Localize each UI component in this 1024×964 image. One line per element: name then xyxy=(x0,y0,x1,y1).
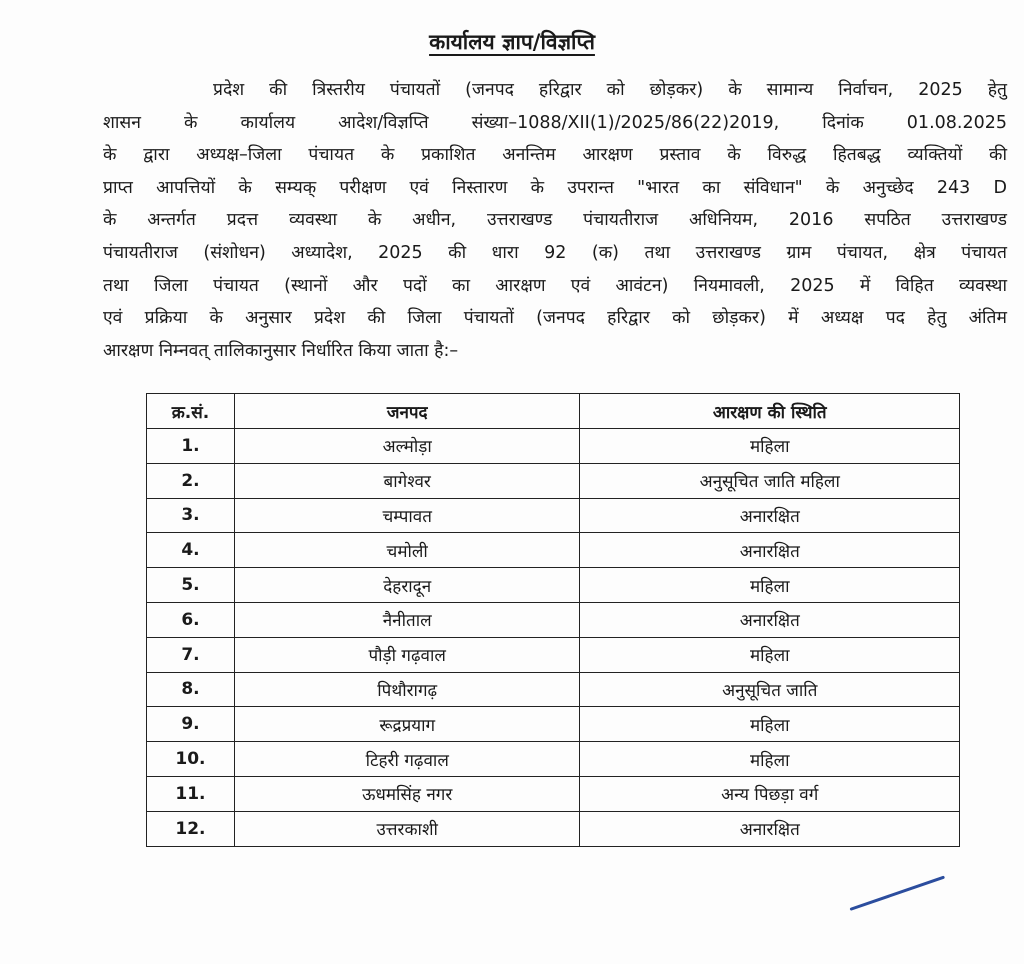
table-row xyxy=(147,568,960,603)
header-reservation-status: आरक्षण की स्थिति xyxy=(580,394,960,429)
paragraph-line: के अन्तर्गत प्रदत्त व्यवस्था के अधीन, उत्तराखण्ड पंचायतीराज अधिनियम, 2016 सपठित उत्तराखण्ड xyxy=(103,210,1007,231)
table-row xyxy=(147,602,960,637)
header-serial: क्र.सं. xyxy=(147,394,235,429)
status-cell: अन्य पिछड़ा वर्ग xyxy=(580,776,960,811)
table-row xyxy=(147,811,960,846)
serial-cell: 8. xyxy=(147,672,235,707)
serial-cell: 5. xyxy=(147,568,235,603)
table-row xyxy=(147,463,960,498)
paragraph-line: एवं प्रक्रिया के अनुसार प्रदेश की जिला पंचायतों (जनपद हरिद्वार को छोड़कर) में अध्यक्ष पद हेतु अंतिम xyxy=(103,308,1007,329)
serial-cell: 10. xyxy=(147,742,235,777)
signature-stroke xyxy=(850,876,946,911)
table-row xyxy=(147,533,960,568)
status-cell: महिला xyxy=(580,707,960,742)
table-row xyxy=(147,742,960,777)
status-cell: अनुसूचित जाति xyxy=(580,672,960,707)
status-cell: महिला xyxy=(580,742,960,777)
status-cell: अनारक्षित xyxy=(580,811,960,846)
status-cell: अनारक्षित xyxy=(580,533,960,568)
district-cell: बागेश्वर xyxy=(234,463,580,498)
table-row xyxy=(147,776,960,811)
paragraph-line: तथा जिला पंचायत (स्थानों और पदों का आरक्षण एवं आवंटन) नियमावली, 2025 में विहित व्यवस्था xyxy=(103,275,1007,296)
district-cell: अल्मोड़ा xyxy=(234,429,580,464)
table-row xyxy=(147,637,960,672)
table-row xyxy=(147,672,960,707)
paragraph-line: पंचायतीराज (संशोधन) अध्यादेश, 2025 की धारा 92 (क) तथा उत्तराखण्ड ग्राम पंचायत, क्षेत्र पंचायत xyxy=(103,242,1007,263)
table-row xyxy=(147,707,960,742)
serial-cell: 6. xyxy=(147,602,235,637)
district-cell: रूद्रप्रयाग xyxy=(234,707,580,742)
district-cell: नैनीताल xyxy=(234,602,580,637)
heading-text: कार्यालय ज्ञाप/विज्ञप्ति xyxy=(429,30,595,54)
table-row xyxy=(147,498,960,533)
serial-cell: 7. xyxy=(147,637,235,672)
table-row xyxy=(147,429,960,464)
paragraph-line: प्रदेश की त्रिस्तरीय पंचायतों (जनपद हरिद्वार को छोड़कर) के सामान्य निर्वाचन, 2025 हेतु xyxy=(213,80,1007,100)
paragraph-line: शासन के कार्यालय आदेश/विज्ञप्ति संख्या–1088/XII(1)/2025/86(22)2019, दिनांक 01.08.2025 xyxy=(103,112,1007,133)
status-cell: महिला xyxy=(580,568,960,603)
paragraph-line: के द्वारा अध्यक्ष–जिला पंचायत के प्रकाशित अनन्तिम आरक्षण प्रस्ताव के विरुद्ध हितबद्ध व्यक्तियों की xyxy=(103,145,1007,166)
serial-cell: 2. xyxy=(147,463,235,498)
serial-cell: 1. xyxy=(147,429,235,464)
serial-cell: 9. xyxy=(147,707,235,742)
status-cell: महिला xyxy=(580,429,960,464)
header-district: जनपद xyxy=(234,394,580,429)
district-cell: उत्तरकाशी xyxy=(234,811,580,846)
table-header-row xyxy=(147,394,960,429)
district-cell: पौड़ी गढ़वाल xyxy=(234,637,580,672)
document-heading xyxy=(0,28,1024,56)
district-cell: चम्पावत xyxy=(234,498,580,533)
status-cell: अनारक्षित xyxy=(580,498,960,533)
serial-cell: 4. xyxy=(147,533,235,568)
district-cell: देहरादून xyxy=(234,568,580,603)
status-cell: अनारक्षित xyxy=(580,602,960,637)
serial-cell: 3. xyxy=(147,498,235,533)
district-cell: चमोली xyxy=(234,533,580,568)
status-cell: अनुसूचित जाति महिला xyxy=(580,463,960,498)
district-cell: पिथौरागढ़ xyxy=(234,672,580,707)
serial-cell: 11. xyxy=(147,776,235,811)
district-cell: टिहरी गढ़वाल xyxy=(234,742,580,777)
status-cell: महिला xyxy=(580,637,960,672)
district-cell: ऊधमसिंह नगर xyxy=(234,776,580,811)
paragraph-line: प्राप्त आपत्तियों के सम्यक् परीक्षण एवं निस्तारण के उपरान्त "भारत का संविधान" के अनुच्छेद 243 D xyxy=(103,177,1007,198)
paragraph-line: आरक्षण निम्नवत् तालिकानुसार निर्धारित किया जाता है:– xyxy=(103,340,459,361)
reservation-table xyxy=(146,393,960,847)
body-paragraph xyxy=(103,74,1007,367)
serial-cell: 12. xyxy=(147,811,235,846)
